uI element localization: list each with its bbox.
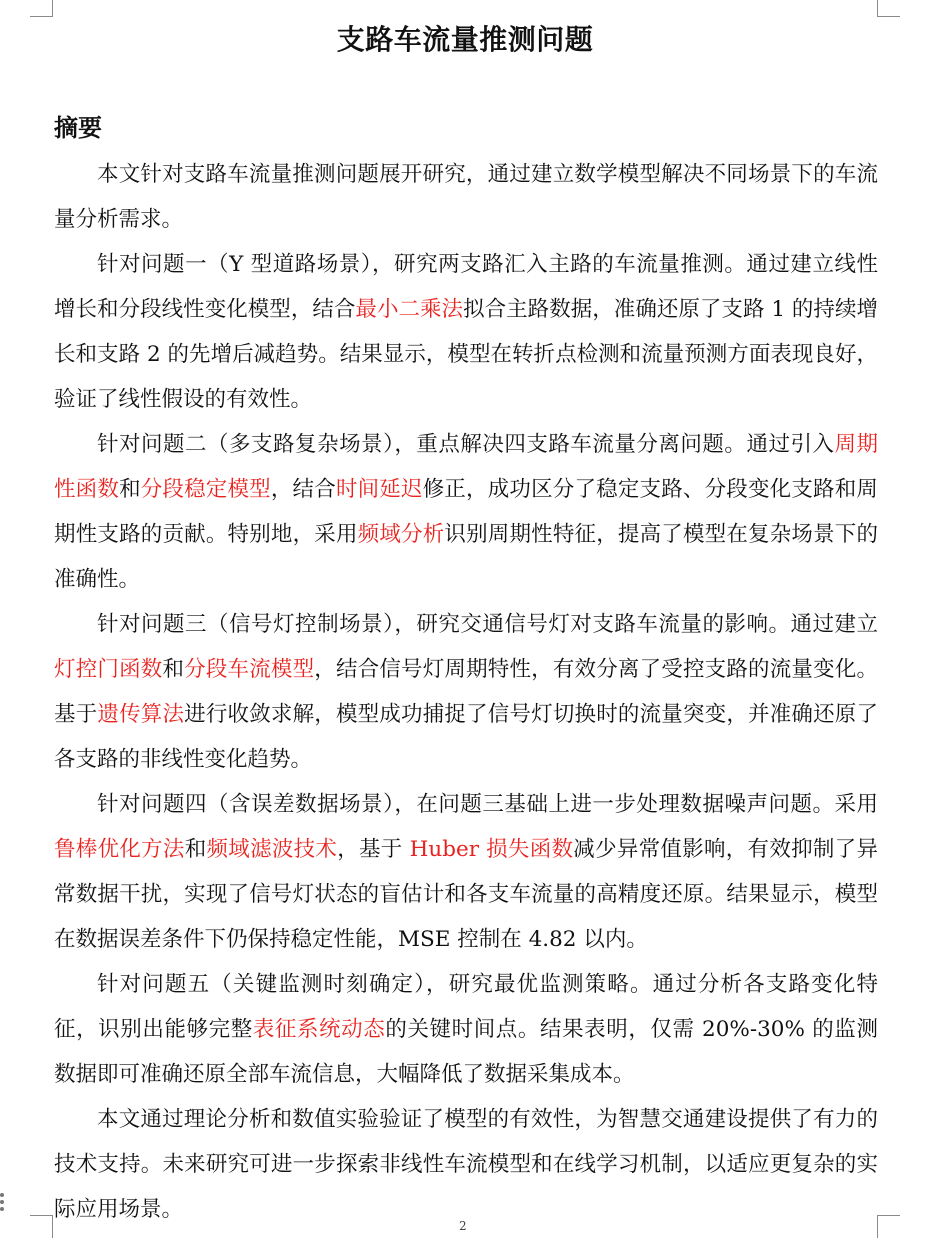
paragraph-text: 减少异常值影响，有效抑制了异常数据干扰，实现了信号灯状态的盲估计和各支车流量的高精度还原。结果显示，模型在数据误差条件下仍保持稳定性能，MSE 控制在 4.82 以内。	[54, 837, 878, 952]
paragraph-text: 本文针对支路车流量推测问题展开研究，通过建立数学模型解决不同场景下的车流量分析需求。	[54, 162, 878, 232]
highlighted-term: 灯控门函数	[54, 657, 163, 682]
paragraph-text: 进行收敛求解，模型成功捕捉了信号灯切换时的流量突变，并准确还原了各支路的非线性变化趋势。	[54, 702, 878, 772]
abstract-paragraph	[54, 782, 878, 962]
paragraph-text: 针对问题四（含误差数据场景），在问题三基础上进一步处理数据噪声问题。采用	[97, 792, 878, 817]
paragraph-text: 识别周期性特征，提高了模型在复杂场景下的准确性。	[54, 522, 878, 592]
abstract-paragraph	[54, 602, 878, 782]
paragraph-text: 和	[162, 657, 185, 682]
highlighted-term: Huber 损失函数	[409, 837, 574, 862]
drag-handle-icon[interactable]	[0, 1190, 6, 1214]
highlighted-term: 遗传算法	[97, 702, 185, 727]
abstract-heading: 摘要	[54, 113, 102, 142]
highlighted-term: 分段车流模型	[184, 657, 315, 682]
crop-mark-bottom-right	[877, 1215, 900, 1238]
page-title: 支路车流量推测问题	[336, 23, 594, 56]
page-number: 2	[459, 1219, 467, 1233]
paragraph-text: 针对问题二（多支路复杂场景），重点解决四支路车流量分离问题。通过引入	[97, 432, 835, 457]
paragraph-text: 拟合主路数据，准确还原了支路 1 的持续增长和支路 2 的先增后减趋势。结果显示，模型在转折点检测和流量预测方面表现良好，验证了线性假设的有效性。	[54, 297, 878, 412]
highlighted-term: 周期性函数	[54, 432, 878, 502]
highlighted-term: 鲁棒优化方法	[54, 837, 185, 862]
highlighted-term: 分段稳定模型	[140, 477, 271, 502]
paragraph-text: 针对问题一（Y 型道路场景），研究两支路汇入主路的车流量推测。通过建立线性增长和分段线性变化模型，结合	[54, 252, 878, 322]
paragraph-text: 的关键时间点。结果表明，仅需 20%-30% 的监测数据即可准确还原全部车流信息，大幅降低了数据采集成本。	[54, 1017, 878, 1087]
abstract-paragraph	[54, 962, 878, 1097]
highlighted-term: 最小二乘法	[355, 297, 464, 322]
paragraph-text: ，结合	[270, 477, 336, 502]
crop-mark-top-right	[877, 0, 900, 17]
abstract-paragraph	[54, 242, 878, 422]
highlighted-term: 时间延迟	[335, 477, 423, 502]
crop-mark-bottom-left	[30, 1215, 53, 1238]
abstract-paragraph	[54, 1097, 878, 1232]
crop-mark-top-left	[30, 0, 53, 17]
paragraph-text: 针对问题三（信号灯控制场景），研究交通信号灯对支路车流量的影响。通过建立	[97, 612, 878, 637]
paragraph-text: 和	[119, 477, 141, 502]
paragraph-text: 本文通过理论分析和数值实验验证了模型的有效性，为智慧交通建设提供了有力的技术支持。未来研究可进一步探索非线性车流模型和在线学习机制，以适应更复杂的实际应用场景。	[54, 1107, 878, 1222]
abstract-body	[54, 152, 878, 1232]
paragraph-text: 和	[184, 837, 207, 862]
paragraph-text: 修正，成功区分了稳定支路、分段变化支路和周期性支路的贡献。特别地，采用	[54, 477, 878, 547]
highlighted-term: 频域滤波技术	[206, 837, 338, 862]
abstract-paragraph	[54, 422, 878, 602]
highlighted-term: 频域分析	[357, 522, 445, 547]
paragraph-text: 针对问题五（关键监测时刻确定），研究最优监测策略。通过分析各支路变化特征，识别出能够完整	[54, 972, 878, 1042]
paragraph-text: ，结合信号灯周期特性，有效分离了受控支路的流量变化。基于	[54, 657, 878, 727]
paragraph-text: ，基于	[337, 837, 410, 862]
abstract-paragraph	[54, 152, 878, 242]
highlighted-term: 表征系统动态	[252, 1017, 386, 1042]
